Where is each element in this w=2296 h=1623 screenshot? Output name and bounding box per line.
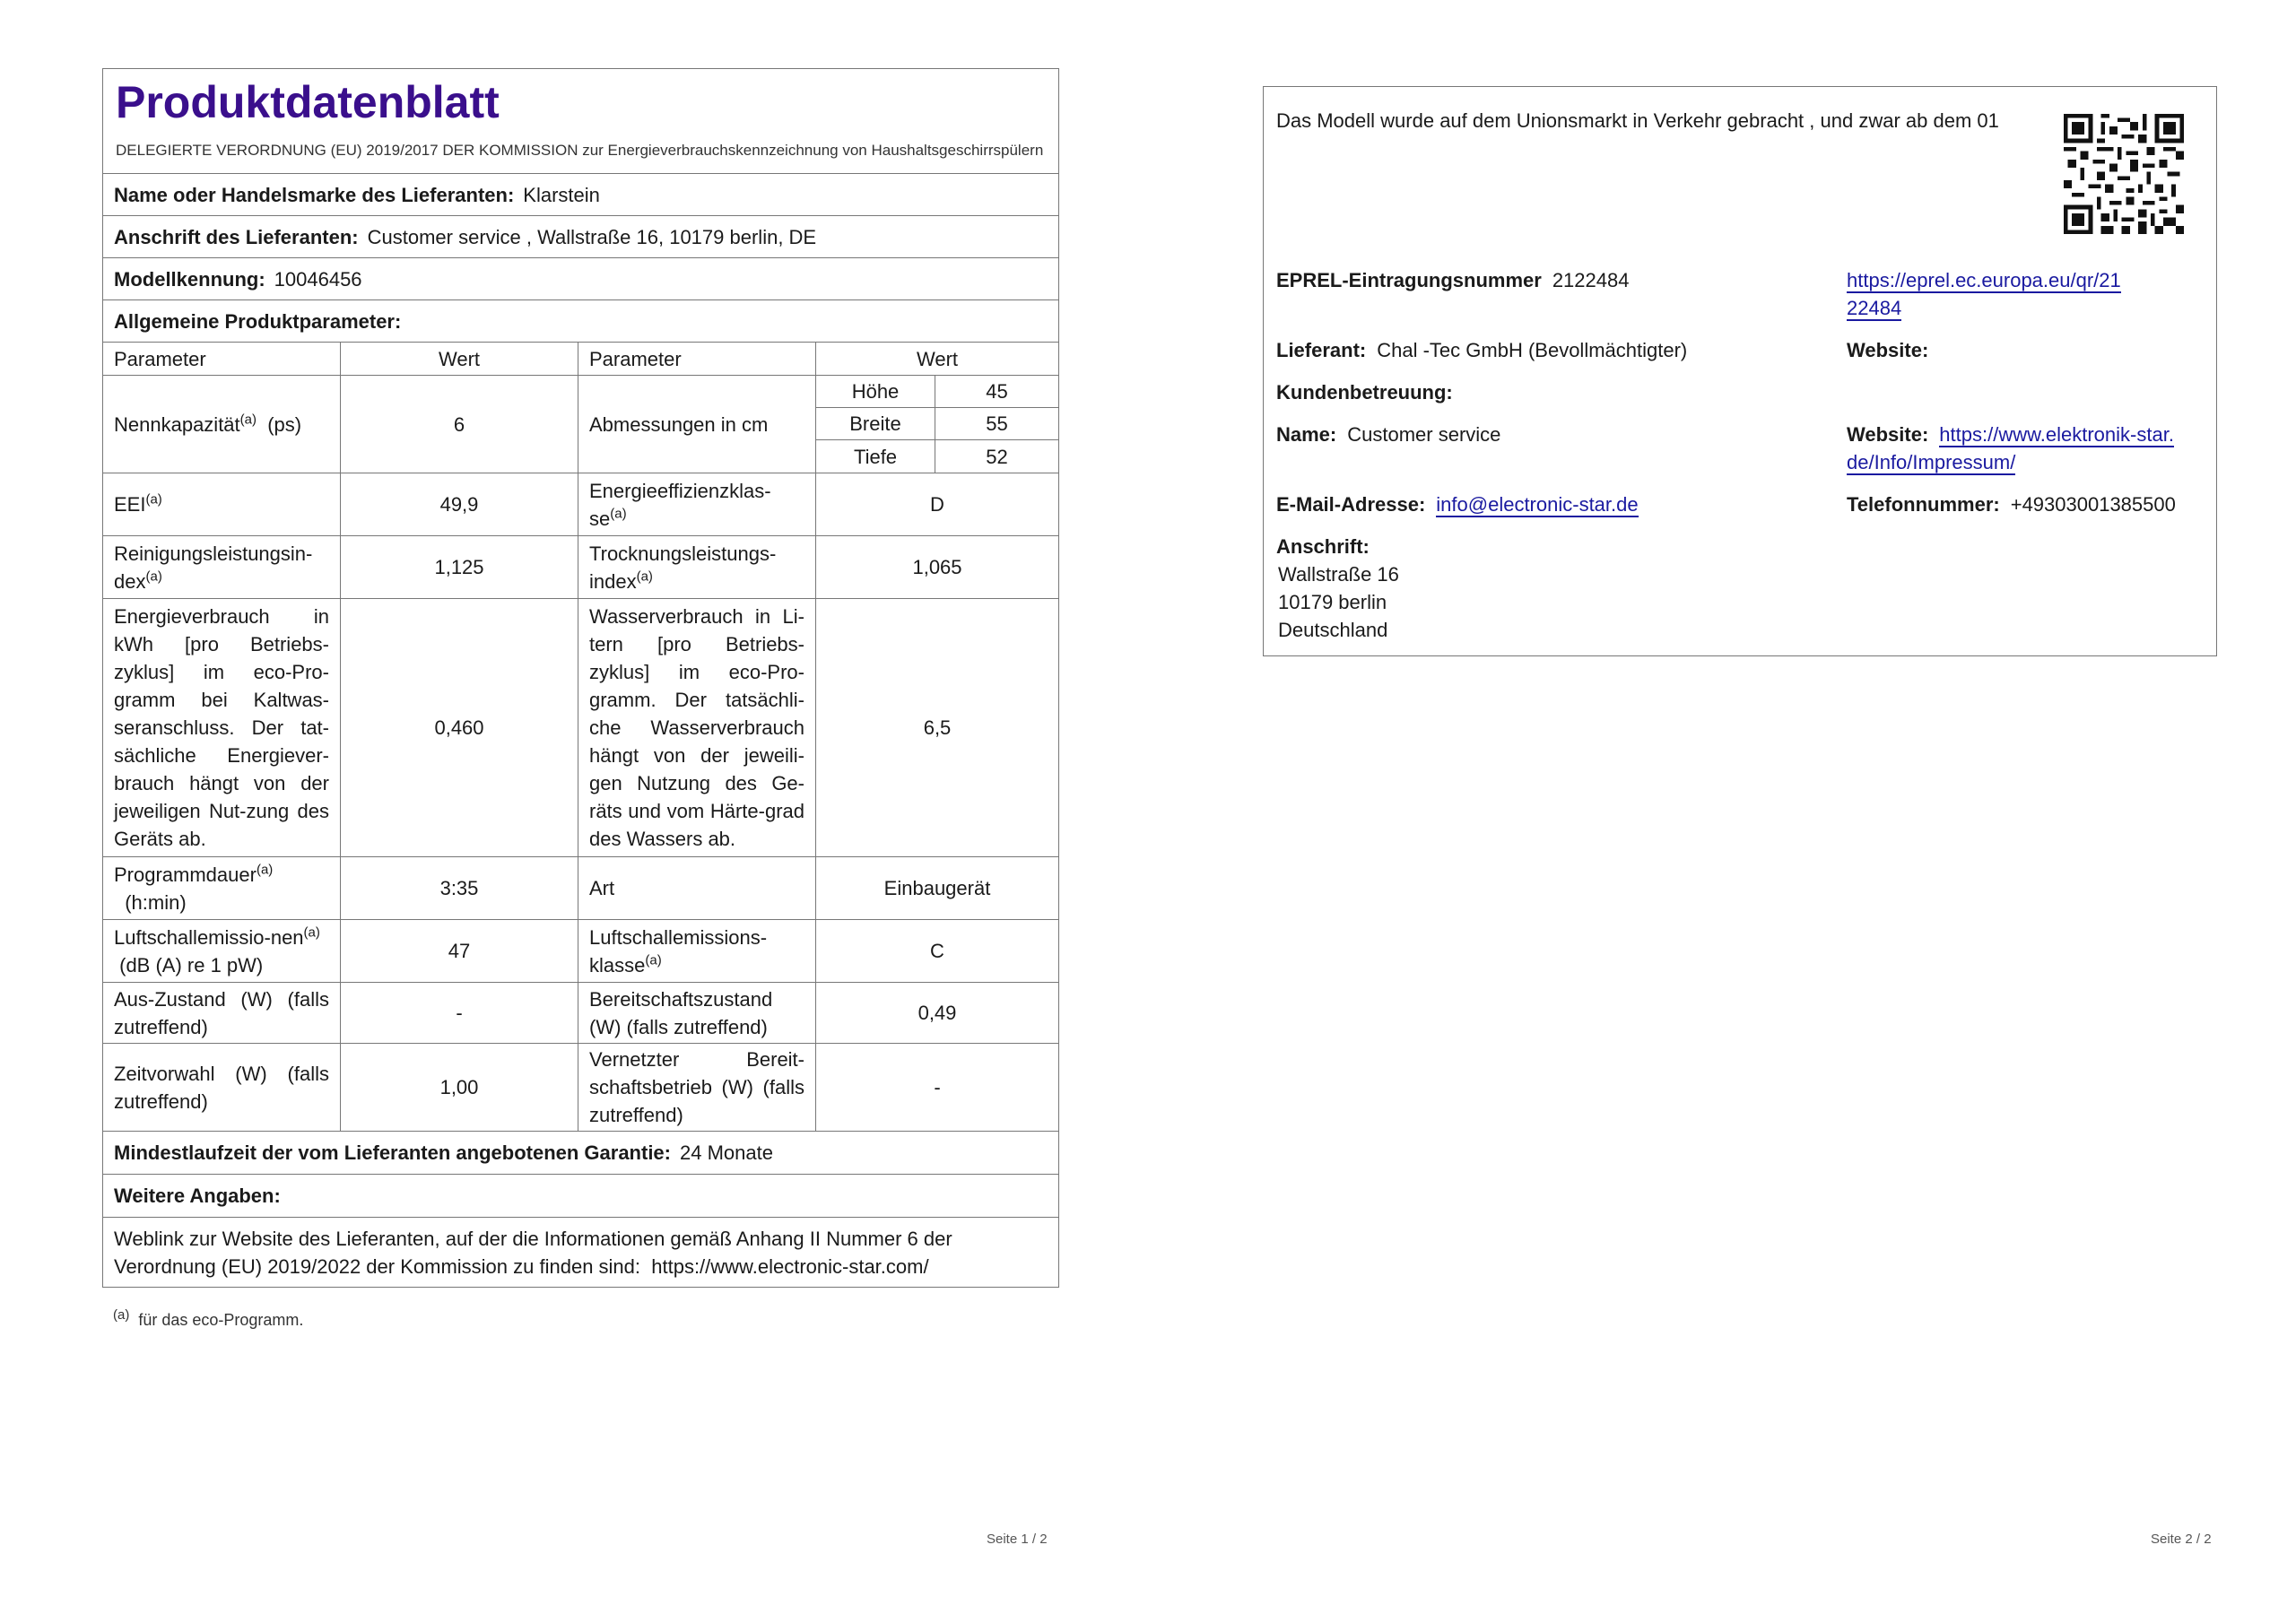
footnote — [113, 1307, 304, 1330]
page-number-2: Seite 2 / 2 — [2151, 1532, 2212, 1547]
model-info-box — [1263, 86, 2217, 656]
address-label: Anschrift des Lieferanten: — [114, 225, 359, 248]
address-line-3: Deutschland — [1278, 619, 1388, 641]
networked-standby-label: Vernetzter Bereit-schaftsbetrieb (W) (falls zutreffend) — [578, 1044, 816, 1132]
further-info-row — [103, 1175, 1059, 1218]
further-info-label: Weitere Angaben: — [114, 1185, 281, 1207]
warranty-label: Mindestlaufzeit der vom Lieferanten angebotenen Garantie: — [114, 1141, 671, 1164]
service-name-row — [1276, 421, 1500, 448]
eprel-url-line-2[interactable]: 22484 — [1847, 297, 1902, 319]
service-website-label: Website: — [1847, 423, 1929, 446]
phone-label: Telefonnummer: — [1847, 493, 2000, 516]
eei-label-cell: EEI$^{(a)}$ — [103, 473, 341, 536]
energy-class-value: D — [816, 473, 1059, 536]
drying-index-value: 1,065 — [816, 536, 1059, 599]
height-value: 45 — [935, 376, 1059, 408]
off-mode-label: Aus-Zustand (W) (falls zutreffend) — [103, 983, 341, 1044]
header-value-2: Wert — [816, 343, 1059, 376]
type-label: Art — [578, 857, 816, 920]
water-consumption-value: 6,5 — [816, 599, 1059, 857]
footnote-text: für das eco-Programm. — [138, 1311, 304, 1329]
address-heading: Anschrift: — [1276, 535, 1370, 558]
supplier-label: Name oder Handelsmarke des Lieferanten: — [114, 183, 515, 206]
service-website-row — [1847, 421, 2174, 476]
eprel-row — [1276, 266, 1629, 294]
service-website-url-line-1[interactable]: https://www.elektronik-star. — [1939, 423, 2174, 446]
drying-index-label-cell: Trocknungsleistungs-index$^{(a)}$ — [578, 536, 816, 599]
general-params-label: Allgemeine Produktparameter: — [114, 309, 402, 333]
height-label: Höhe — [816, 376, 935, 408]
delay-start-label: Zeitvorwahl (W) (falls zutreffend) — [103, 1044, 341, 1132]
warranty-row — [103, 1132, 1059, 1175]
duration-label-cell: Programmdauer$^{(a)}$ (h:min) — [103, 857, 341, 920]
noise-class-label-cell: Luftschallemissions-klasse$^{(a)}$ — [578, 920, 816, 983]
dimensions-label: Abmessungen in cm — [578, 376, 816, 473]
standby-value: 0,49 — [816, 983, 1059, 1044]
phone-row — [1847, 490, 2176, 518]
address-row — [103, 216, 1059, 258]
email-link[interactable]: info@electronic-star.de — [1436, 493, 1639, 516]
supplier-row — [103, 174, 1059, 216]
capacity-value: 6 — [341, 376, 578, 473]
noise-class-value: C — [816, 920, 1059, 983]
model-row — [103, 258, 1059, 300]
email-label: E-Mail-Adresse: — [1276, 493, 1426, 516]
eprel-link[interactable] — [1847, 266, 2121, 322]
depth-value: 52 — [935, 440, 1059, 473]
width-label: Breite — [816, 408, 935, 440]
website-row — [1847, 336, 1939, 364]
website-label: Website: — [1847, 339, 1929, 361]
weblink-url: https://www.electronic-star.com/ — [651, 1254, 929, 1278]
energy-consumption-label: Energieverbrauch in kWh [pro Betriebs-zyklus] im eco-Pro-gramm bei Kaltwas-seranschluss. Der tat-sächliche Energiever-brauch hängt von der jeweiligen Nut-zung des Geräts ab. — [103, 599, 341, 857]
cleaning-index-label-cell: Reinigungsleistungsin-dex$^{(a)}$ — [103, 536, 341, 599]
header-value-1: Wert — [341, 343, 578, 376]
datasheet-table — [102, 68, 1059, 1288]
depth-label: Tiefe — [816, 440, 935, 473]
capacity-label-cell: Nennkapazität$^{(a)}$ (ps) — [103, 376, 341, 473]
header-parameter-1: Parameter — [103, 343, 341, 376]
energy-consumption-value: 0,460 — [341, 599, 578, 857]
weblink-row — [103, 1218, 1059, 1288]
eprel-url-line-1[interactable]: https://eprel.ec.europa.eu/qr/21 — [1847, 269, 2121, 291]
supplier-value: Chal -Tec GmbH (Bevollmächtigter) — [1377, 339, 1688, 361]
page-title: Produktdatenblatt — [116, 77, 500, 127]
model-value: 10046456 — [274, 267, 362, 291]
service-name-value: Customer service — [1347, 423, 1501, 446]
off-mode-value: - — [341, 983, 578, 1044]
phone-value: +49303001385500 — [2010, 493, 2176, 516]
email-row — [1276, 490, 1639, 518]
eprel-value: 2122484 — [1552, 269, 1630, 291]
customer-service-heading: Kundenbetreuung: — [1276, 381, 1453, 404]
general-params-row — [103, 300, 1059, 343]
noise-label-cell: Luftschallemissio-nen$^{(a)}$ (dB (A) re 1 pW) — [103, 920, 341, 983]
address-line-1: Wallstraße 16 — [1278, 563, 1399, 586]
footnote-mark: (a) — [113, 1307, 130, 1323]
weblink-text: Weblink zur Website des Lieferanten, auf der die Informationen gemäß Anhang II Nummer 6 der Verordnung (EU) 2019/2022 der Kommission zu finden sind: — [114, 1227, 952, 1278]
width-value: 55 — [935, 408, 1059, 440]
address-line-2: 10179 berlin — [1278, 591, 1387, 613]
title-cell — [103, 69, 1059, 174]
networked-standby-value: - — [816, 1044, 1059, 1132]
water-consumption-label: Wasserverbrauch in Li-tern [pro Betriebs-zyklus] im eco-Pro-gramm. Der tatsächli-che Wasserverbrauch hängt von der jeweili-gen Nutzung des Ge-räts und vom Härte-grad des Wassers ab. — [578, 599, 816, 857]
regulation-subtitle: DELEGIERTE VERORDNUNG (EU) 2019/2017 DER KOMMISSION zur Energieverbrauchskennzeichnung von Haushaltsgeschirrspülern — [116, 142, 1044, 159]
service-name-label: Name: — [1276, 423, 1337, 446]
supplier-value: Klarstein — [523, 183, 600, 206]
model-label: Modellkennung: — [114, 267, 265, 291]
energy-class-label-cell: Energieeffizienzklas-$se^{(a)}$ — [578, 473, 816, 536]
cleaning-index-value: 1,125 — [341, 536, 578, 599]
eei-value: 49,9 — [341, 473, 578, 536]
type-value: Einbaugerät — [816, 857, 1059, 920]
header-parameter-2: Parameter — [578, 343, 816, 376]
warranty-value: 24 Monate — [680, 1141, 773, 1164]
delay-start-value: 1,00 — [341, 1044, 578, 1132]
address-value: Customer service , Wallstraße 16, 10179 berlin, DE — [367, 225, 817, 248]
eprel-label: EPREL-Eintragungsnummer — [1276, 269, 1542, 291]
product-datasheet — [102, 68, 1058, 1288]
service-website-url-line-2[interactable]: de/Info/Impressum/ — [1847, 451, 2016, 473]
duration-value: 3:35 — [341, 857, 578, 920]
noise-value: 47 — [341, 920, 578, 983]
market-date-text: Das Modell wurde auf dem Unionsmarkt in Verkehr gebracht , und zwar ab dem 01 — [1276, 109, 1999, 132]
supplier-label: Lieferant: — [1276, 339, 1367, 361]
standby-label: Bereitschaftszustand (W) (falls zutreffend) — [578, 983, 816, 1044]
supplier-row — [1276, 336, 1687, 364]
qr-code-icon[interactable] — [2064, 114, 2184, 234]
page-number-1: Seite 1 / 2 — [987, 1532, 1048, 1547]
